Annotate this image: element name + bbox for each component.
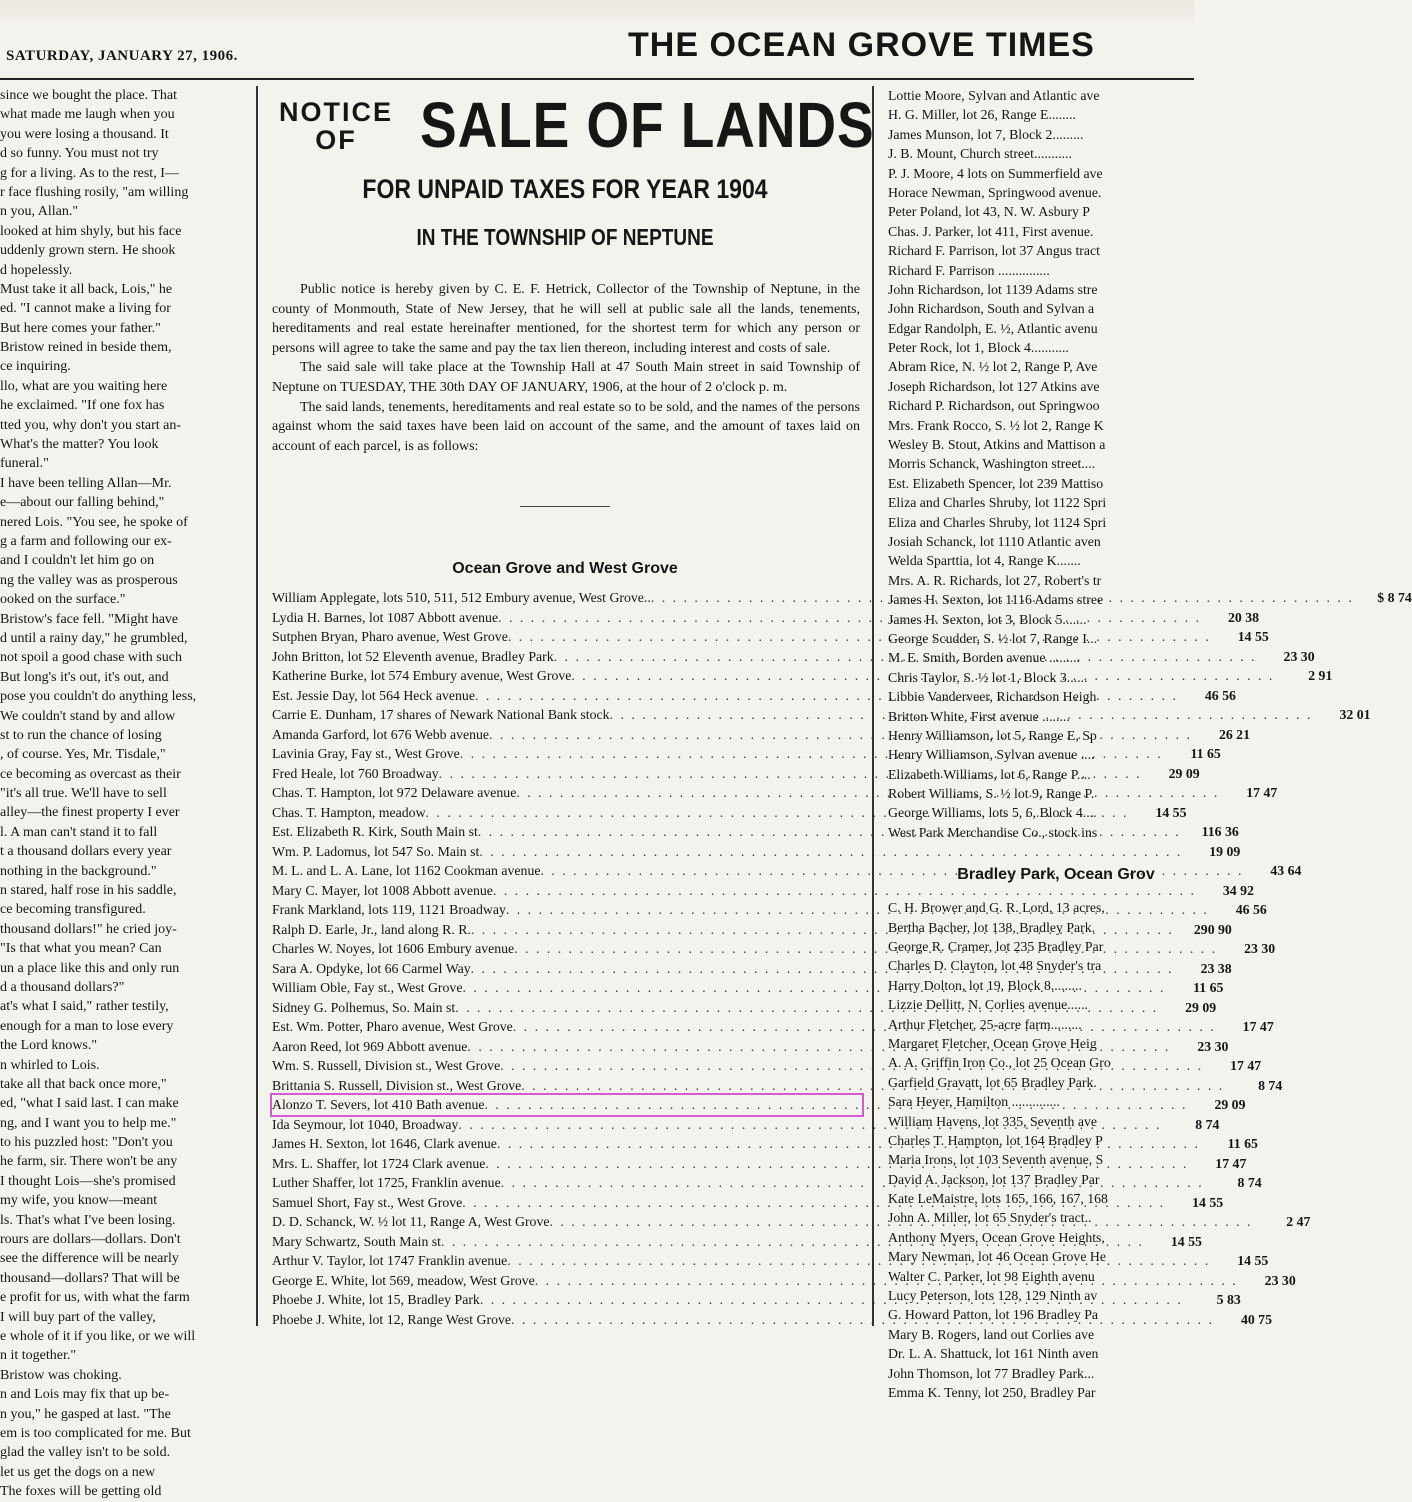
owner-and-parcel: Mary C. Mayer, lot 1008 Abbott avenue: [272, 882, 493, 898]
tax-entry: C. H. Brower and G. R. Lord, 13 acres,: [888, 900, 1105, 916]
tax-entry: M. E. Smith, Borden avenue .........: [888, 650, 1080, 666]
owner-and-parcel: Charles W. Noyes, lot 1606 Embury avenue: [272, 941, 515, 956]
tax-amount: 116 36: [1201, 824, 1239, 839]
story-line: Bristow's face fell. "Might have: [0, 611, 179, 627]
tax-entry: Joseph Richardson, lot 127 Atkins ave: [888, 378, 1100, 394]
tax-entry: Josiah Schanck, lot 1110 Atlantic aven: [888, 533, 1101, 549]
owner-and-parcel: D. D. Schanck, W. ½ lot 11, Range A, West Grove: [272, 1214, 550, 1229]
owner-and-parcel: John Britton, lot 52 Eleventh avenue, Bradley Park: [272, 648, 554, 664]
tax-entry: John Richardson, lot 1139 Adams stre: [888, 281, 1098, 297]
tax-entry: Britton White, First avenue ........: [888, 708, 1070, 724]
tax-amount: 34 92: [1222, 882, 1254, 898]
story-line: and I couldn't let him go on: [0, 553, 155, 569]
tax-entry: Chas. J. Parker, lot 411, First avenue.: [888, 223, 1094, 239]
story-line: nered Lois. "You see, he spoke of: [0, 514, 188, 530]
story-line: thousand—dollars? That will be: [0, 1270, 180, 1286]
owner-and-parcel: Sara A. Opdyke, lot 66 Carmel Way: [272, 960, 471, 976]
story-column: [0, 86, 248, 1500]
story-line: d until a rainy day," he grumbled,: [0, 630, 188, 646]
story-line: ng the valley was as prosperous: [0, 572, 178, 588]
tax-amount: 29 09: [1168, 765, 1200, 781]
tax-amount: 14 55: [1237, 1253, 1269, 1268]
tax-entry: Est. Elizabeth Spencer, lot 239 Mattiso: [888, 475, 1104, 491]
story-line: my wife, you know—meant: [0, 1193, 158, 1209]
tax-amount: 8 74: [1237, 1175, 1262, 1190]
tax-entry: G. Howard Patton, lot 196 Bradley Pa: [888, 1307, 1098, 1323]
tax-entry: Richard F. Parrison ...............: [888, 262, 1050, 278]
tax-entry: Wesley B. Stout, Atkins and Mattison a: [888, 437, 1106, 453]
story-line: the Lord knows.": [0, 1038, 98, 1054]
tax-list-continued: [878, 86, 1194, 1400]
tax-entry: West Park Merchandise Co., stock ins: [888, 824, 1098, 840]
story-line: ng, and I want you to help me.": [0, 1115, 177, 1131]
tax-entry: Maria Irons, lot 103 Seventh avenue, S: [888, 1152, 1104, 1168]
tax-entry: Henry Williamson, Sylvan avenue ....: [888, 747, 1095, 763]
story-line: But long's it's out, it's out, and: [0, 669, 169, 685]
tax-amount: 29 09: [1214, 1097, 1246, 1112]
notice-township: IN THE TOWNSHIP OF NEPTUNE: [416, 225, 714, 251]
story-line: rours are dollars—dollars. Don't: [0, 1232, 181, 1248]
owner-and-parcel: Wm. P. Ladomus, lot 547 So. Main st: [272, 843, 480, 859]
tax-entry: William Havens, lot 335, Seventh ave: [888, 1113, 1098, 1129]
tax-amount: 40 75: [1240, 1311, 1272, 1327]
story-line: We couldn't stand by and allow: [0, 708, 176, 724]
tax-entry: Chris Taylor, S. ½ lot 1, Block 3......: [888, 669, 1088, 685]
story-line: see the difference will be nearly: [0, 1251, 179, 1267]
story-line: not spoil a good chase with such: [0, 650, 182, 666]
tax-entry: Henry Williamson, lot 5, Range E, Sp: [888, 727, 1097, 743]
owner-and-parcel: William Applegate, lots 510, 511, 512 Embury avenue, West Grove..: [272, 590, 651, 605]
story-line: d hopelessly.: [0, 262, 73, 278]
tax-amount: 17 47: [1242, 1019, 1274, 1034]
tax-entry: Mary Newman, lot 46 Ocean Grove He: [888, 1249, 1106, 1265]
story-line: llo, what are you waiting here: [0, 378, 168, 394]
tax-entry: Lizzie Dellitt, N. Corlies avenue......: [888, 997, 1088, 1013]
story-line: ed. "I cannot make a living for: [0, 301, 171, 317]
tax-amount: 23 30: [1244, 941, 1276, 956]
divider: [520, 506, 610, 507]
story-line: funeral.": [0, 456, 49, 472]
section-heading: Ocean Grove and West Grove: [452, 560, 678, 577]
owner-and-parcel: Arthur V. Taylor, lot 1747 Franklin avenue: [272, 1253, 508, 1268]
tax-amount: 19 09: [1209, 843, 1241, 859]
tax-entry: Peter Rock, lot 1, Block 4...........: [888, 340, 1069, 356]
tax-amount: 32 01: [1339, 707, 1371, 722]
story-line: d a thousand dollars?": [0, 979, 125, 995]
tax-amount: 11 65: [1227, 1136, 1258, 1151]
tax-entry: Mrs. Frank Rocco, S. ½ lot 2, Range K: [888, 417, 1104, 433]
notice-paragraph: The said lands, tenements, hereditaments and real estate so to be sold, and the names of the persons against whom the said taxes have been laid on account of the same, and the amount of taxes laid on account of each parcel, is as follows:: [272, 399, 860, 454]
story-line: em is too complicated for me. But: [0, 1425, 191, 1441]
notice-subtitle: FOR UNPAID TAXES FOR YEAR 1904: [362, 173, 768, 204]
tax-entry: Horace Newman, Springwood avenue.: [888, 184, 1102, 200]
tax-entry: Morris Schanck, Washington street....: [888, 456, 1096, 472]
story-line: uddenly grown stern. He shook: [0, 243, 176, 259]
story-line: ce becoming transfigured.: [0, 902, 146, 918]
owner-and-parcel: Ida Seymour, lot 1040, Broadway: [272, 1116, 459, 1132]
tax-entry: Kate LeMaistre, lots 165, 166, 167, 168: [888, 1191, 1108, 1207]
owner-and-parcel: Lydia H. Barnes, lot 1087 Abbott avenue: [272, 609, 499, 625]
owner-and-parcel: Brittania S. Russell, Division st., West Grove: [272, 1077, 522, 1093]
owner-and-parcel: Frank Markland, lots 119, 1121 Broadway: [272, 902, 506, 917]
story-line: The foxes will be getting old: [0, 1484, 162, 1500]
notice-body: [272, 280, 860, 456]
notice-header: [258, 86, 875, 266]
story-line: e—about our falling behind,": [0, 495, 165, 511]
tax-amount: 11 65: [1190, 746, 1221, 761]
tax-entry: Bertha Bacher, lot 138, Bradley Park.: [888, 919, 1096, 935]
tax-entry: Emma K. Tenny, lot 250, Bradley Par: [888, 1385, 1096, 1400]
owner-and-parcel: Samuel Short, Fay st., West Grove: [272, 1194, 463, 1210]
story-line: nothing in the background.": [0, 863, 157, 879]
tax-amount: 26 21: [1218, 726, 1250, 742]
tax-amount: 5 83: [1216, 1292, 1241, 1307]
owner-and-parcel: Luther Shaffer, lot 1725, Franklin avenue: [272, 1175, 501, 1190]
owner-and-parcel: Sidney G. Polhemus, So. Main st: [272, 999, 456, 1015]
tax-entry: James Munson, lot 7, Block 2.........: [888, 126, 1084, 142]
tax-amount: 23 38: [1200, 960, 1232, 976]
tax-amount: 46 56: [1204, 687, 1236, 703]
tax-entry: Arthur Fletcher, 25-acre farm.........: [888, 1016, 1082, 1032]
story-line: Must take it all back, Lois," he: [0, 281, 173, 297]
owner-and-parcel: Sutphen Bryan, Pharo avenue, West Grove: [272, 629, 508, 644]
tax-amount: 17 47: [1215, 1155, 1247, 1171]
story-line: "Is that what you mean? Can: [0, 941, 162, 957]
tax-entry: Robert Williams, S. ½ lot 9, Range P.: [888, 786, 1095, 802]
owner-and-parcel: Amanda Garford, lot 676 Webb avenue: [272, 726, 490, 742]
tax-entry: [272, 881, 1254, 901]
tax-amount: 29 09: [1185, 999, 1217, 1015]
owner-and-parcel: James H. Sexton, lot 1646, Clark avenue: [272, 1136, 497, 1151]
tax-entry: Richard P. Richardson, out Springwoo: [888, 398, 1100, 414]
story-line: , of course. Yes, Mr. Tisdale,": [0, 747, 166, 763]
owner-and-parcel: Phoebe J. White, lot 12, Range West Grove: [272, 1311, 512, 1327]
story-line: g a farm and following our ex-: [0, 533, 172, 549]
story-line: what made me laugh when you: [0, 107, 175, 123]
story-line: ce becoming as overcast as their: [0, 766, 181, 782]
tax-entry: Edgar Randolph, E. ½, Atlantic avenu: [888, 320, 1098, 336]
story-line: tted you, why don't you start an-: [0, 417, 181, 433]
story-line: to his puzzled host: "Don't you: [0, 1135, 173, 1151]
owner-and-parcel: M. L. and L. A. Lane, lot 1162 Cookman avenue: [272, 863, 541, 878]
tax-entry: Welda Sparttia, lot 4, Range K.......: [888, 553, 1081, 569]
tax-entry: George Scudder, S. ½ lot 7, Range I...: [888, 630, 1098, 646]
tax-entry: Walter C. Parker, lot 98 Eighth avenu: [888, 1268, 1095, 1284]
owner-and-parcel: Chas. T. Hampton, lot 972 Delaware avenue: [272, 785, 517, 800]
story-line: he exclaimed. "If one fox has: [0, 398, 165, 414]
story-line: n stared, half rose in his saddle,: [0, 883, 177, 899]
story-line: g for a living. As to the rest, I—: [0, 165, 179, 181]
owner-and-parcel: Ralph D. Earle, Jr., land along R. R.: [272, 921, 471, 937]
newspaper-title: THE OCEAN GROVE TIMES: [628, 26, 1095, 64]
story-line: un a place like this and only run: [0, 960, 180, 976]
story-line: l. A man can't stand it to fall: [0, 824, 158, 840]
tax-entry: [272, 842, 1241, 862]
story-line: t a thousand dollars every year: [0, 844, 172, 860]
tax-entry: Harry Dolton, lot 19, Block 8.........: [888, 977, 1082, 993]
story-line: n you," he gasped at last. "The: [0, 1406, 171, 1422]
tax-entry: James H. Sexton, lot 1116 Adams stree: [888, 592, 1104, 608]
tax-entry: Peter Poland, lot 43, N. W. Asbury P: [888, 204, 1090, 220]
tax-amount: 8 74: [1195, 1116, 1220, 1132]
story-line: Bristow was choking.: [0, 1367, 122, 1383]
story-line: st to run the chance of losing: [0, 727, 162, 743]
story-line: r face flushing rosily, "am willing: [0, 184, 189, 200]
story-line: Bristow reined in beside them,: [0, 340, 172, 356]
story-line: he farm, sir. There won't be any: [0, 1154, 178, 1170]
tax-amount: 20 38: [1228, 609, 1260, 625]
tax-amount: 43 64: [1270, 863, 1302, 878]
owner-and-parcel: Est. Elizabeth R. Kirk, South Main st: [272, 824, 478, 839]
owner-and-parcel: Aaron Reed, lot 969 Abbott avenue: [272, 1038, 468, 1054]
section-heading: Bradley Park, Ocean Grov: [957, 866, 1155, 884]
notice-headline: SALE OF LANDS: [420, 89, 875, 161]
owner-and-parcel: Phoebe J. White, lot 15, Bradley Park: [272, 1292, 480, 1307]
owner-and-parcel: Lavinia Gray, Fay st., West Grove: [272, 746, 460, 761]
owner-and-parcel: Carrie E. Dunham, 17 shares of Newark National Bank stock: [272, 707, 610, 722]
notice-of-label: [276, 98, 396, 154]
tax-entry: George Williams, lots 5, 6, Block 4....: [888, 805, 1097, 821]
story-line: e whole of it if you like, or we will: [0, 1329, 196, 1344]
tax-entry: Lottie Moore, Sylvan and Atlantic ave: [888, 88, 1100, 103]
story-line: looked at him shyly, but his face: [0, 223, 182, 239]
owner-and-parcel: William Oble, Fay st., West Grove: [272, 980, 463, 995]
tax-amount: 14 55: [1170, 1233, 1202, 1249]
tax-entry: Margaret Fletcher, Ocean Grove Heig: [888, 1035, 1097, 1051]
story-line: pose you couldn't do anything less,: [0, 689, 197, 705]
of-word: OF: [315, 125, 357, 155]
tax-entry: James H. Sexton, lot 3, Block 5.......: [888, 611, 1087, 627]
tax-amount: 11 65: [1193, 980, 1224, 995]
owner-and-parcel: Wm. S. Russell, Division st., West Grove: [272, 1058, 501, 1073]
story-line: enough for a man to lose every: [0, 1018, 174, 1034]
tax-entry: Dr. L. A. Shattuck, lot 161 Ninth aven: [888, 1346, 1099, 1362]
tax-entry: John Thomson, lot 77 Bradley Park...: [888, 1365, 1095, 1381]
tax-entry: Libbie Vanderveer, Richardson Heigh: [888, 689, 1097, 705]
story-line: "it's all true. We'll have to sell: [0, 786, 167, 802]
tax-amount: 14 55: [1192, 1194, 1224, 1210]
tax-entry: Mary B. Rogers, land out Corlies ave: [888, 1326, 1095, 1342]
tax-entry: Charles T. Hampton, lot 164 Bradley P: [888, 1132, 1103, 1148]
tax-entry: H. G. Miller, lot 26, Range E........: [888, 107, 1076, 123]
tax-entry: Abram Rice, N. ½ lot 2, Range P, Ave: [888, 359, 1098, 375]
story-line: let us get the dogs on a new: [0, 1464, 156, 1480]
story-line: n it together.": [0, 1348, 77, 1364]
tax-entry: Sara Heyer, Hamilton ..............: [888, 1094, 1060, 1110]
story-line: e profit for us, with what the farm: [0, 1290, 190, 1306]
tax-amount: 14 55: [1155, 804, 1187, 820]
tax-entry: J. B. Mount, Church street...........: [888, 146, 1072, 162]
story-line: you were losing a thousand. It: [0, 126, 169, 142]
tax-entry: Garfield Gravatt, lot 65 Bradley Park.: [888, 1074, 1097, 1090]
tax-amount: 23 30: [1197, 1038, 1229, 1054]
story-line: at's what I said," rather testily,: [0, 999, 169, 1015]
tax-amount: 23 30: [1264, 1272, 1296, 1288]
owner-and-parcel: Chas. T. Hampton, meadow: [272, 804, 426, 820]
owner-and-parcel: Alonzo T. Severs, lot 410 Bath avenue: [272, 1097, 485, 1112]
owner-and-parcel: Katherine Burke, lot 574 Embury avenue, West Grove: [272, 668, 572, 683]
tax-entry: A. A. Griffin Iron Co., lot 25 Ocean Gro: [888, 1055, 1111, 1071]
story-line: I have been telling Allan—Mr.: [0, 475, 172, 491]
owner-and-parcel: Est. Wm. Potter, Pharo avenue, West Grove: [272, 1019, 513, 1034]
story-line: d so funny. You must not try: [0, 146, 159, 162]
story-line: take all that back once more,": [0, 1076, 167, 1092]
tax-amount: 290 90: [1193, 921, 1232, 937]
story-line: I thought Lois—she's promised: [0, 1173, 176, 1189]
notice-word: NOTICE: [278, 97, 393, 127]
tax-entry: George R. Cramer, lot 235 Bradley Par: [888, 939, 1104, 955]
tax-entry: Eliza and Charles Shruby, lot 1124 Spri: [888, 514, 1107, 530]
tax-entry: Eliza and Charles Shruby, lot 1122 Spri: [888, 495, 1107, 511]
story-line: n whirled to Lois.: [0, 1057, 100, 1073]
story-line: What's the matter? You look: [0, 437, 159, 453]
tax-entry: P. J. Moore, 4 lots on Summerfield ave: [888, 165, 1103, 181]
story-line: ooked on the surface.": [0, 592, 126, 608]
tax-amount: 8 74: [1258, 1077, 1283, 1093]
tax-amount: $ 8 74: [1377, 590, 1412, 605]
story-line: since we bought the place. That: [0, 88, 178, 103]
story-line: n and Lois may fix that up be-: [0, 1387, 170, 1403]
tax-entry: Anthony Myers, Ocean Grove Heights,: [888, 1229, 1105, 1245]
story-line: alley—the finest property I ever: [0, 805, 180, 821]
notice-paragraph: Public notice is hereby given by C. E. F. Hetrick, Collector of the Township of Neptune, in the county of Monmouth, State of New Jersey, that he will sell at public sale all the lands, tenements, hereditaments and real estate hereinafter mentioned, for the shortest term for which any person or persons will agree to take the same and pay the tax lien thereon, including interest and costs of sale.: [272, 282, 860, 356]
owner-and-parcel: Est. Jessie Day, lot 564 Heck avenue: [272, 687, 475, 703]
tax-entry: Lucy Peterson, lots 128, 129 Ninth av: [888, 1288, 1098, 1304]
tax-amount: 2 47: [1286, 1214, 1311, 1229]
tax-entry: Richard F. Parrison, lot 37 Angus tract: [888, 243, 1100, 259]
masthead: [0, 0, 1194, 80]
tax-amount: 2 91: [1308, 668, 1333, 683]
story-line: But here comes your father.": [0, 320, 161, 336]
tax-entry: David A. Jackson, lot 137 Bradley Par: [888, 1171, 1100, 1187]
story-line: thousand dollars!" he cried joy-: [0, 921, 177, 937]
owner-and-parcel: Mary Schwartz, South Main st: [272, 1233, 441, 1249]
tax-entry: John A. Miller, lot 65 Snyder's tract..: [888, 1210, 1092, 1226]
tax-amount: 17 47: [1230, 1058, 1262, 1073]
tax-amount: 17 47: [1246, 785, 1278, 800]
tax-entry: Elizabeth Williams, lot 6, Range P....: [888, 766, 1091, 782]
dateline: SATURDAY, JANUARY 27, 1906.: [6, 48, 238, 64]
owner-and-parcel: Fred Heale, lot 760 Broadway: [272, 765, 439, 781]
tax-entry: John Richardson, South and Sylvan a: [888, 301, 1095, 317]
tax-amount: 23 30: [1283, 648, 1315, 664]
story-line: ed, "what I said last. I can make: [0, 1096, 179, 1112]
tax-amount: 14 55: [1237, 629, 1269, 644]
story-line: ls. That's what I've been losing.: [0, 1212, 176, 1228]
story-line: ce inquiring.: [0, 359, 71, 375]
story-line: glad the valley isn't to be sold.: [0, 1445, 171, 1461]
tax-amount: 46 56: [1235, 902, 1267, 917]
story-line: n you, Allan.": [0, 204, 79, 220]
owner-and-parcel: George E. White, lot 569, meadow, West Grove: [272, 1272, 535, 1288]
tax-entry: Charles D. Clayton, lot 48 Snyder's tra: [888, 958, 1102, 974]
notice-paragraph: The said sale will take place at the Township Hall at 47 South Main street in said Township of Neptune on TUESDAY, THE 30th DAY OF JANUARY, 1906, at the hour of 2 o'clock p. m.: [272, 360, 860, 395]
story-line: I will buy part of the valley,: [0, 1309, 156, 1325]
tax-entry: Mrs. A. R. Richards, lot 27, Robert's tr: [888, 572, 1102, 588]
owner-and-parcel: Mrs. L. Shaffer, lot 1724 Clark avenue: [272, 1155, 486, 1171]
